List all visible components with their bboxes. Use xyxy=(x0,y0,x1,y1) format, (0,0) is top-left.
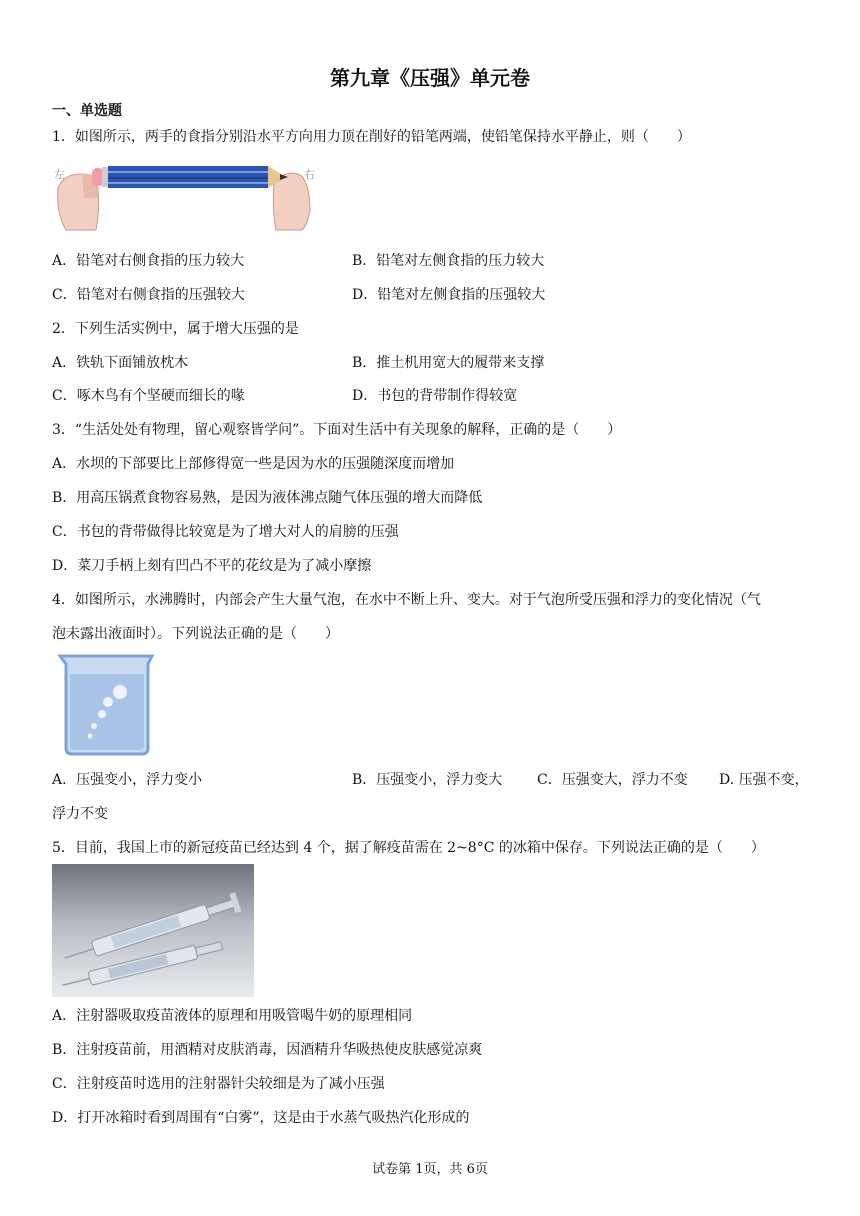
q2-option-c: C．啄木鸟有个坚硬而细长的喙 xyxy=(52,388,245,404)
q5-option-d: D．打开冰箱时看到周围有“白雾”，这是由于水蒸气吸热汽化形成的 xyxy=(52,1110,470,1126)
q3-option-d: D．菜刀手柄上刻有凹凸不平的花纹是为了减小摩擦 xyxy=(52,558,372,574)
figure-label-right: 右 xyxy=(304,168,315,181)
question-5-stem: 5．目前，我国上市的新冠疫苗已经达到 4 个，据了解疫苗需在 2~8°C 的冰箱中保存。下列说法正确的是（ ） xyxy=(52,840,765,856)
q4-option-c: C．压强变大，浮力不变 xyxy=(537,772,688,788)
q1-option-b: B．铅笔对左侧食指的压力较大 xyxy=(352,253,545,269)
q1-option-c: C．铅笔对右侧食指的压强较大 xyxy=(52,287,245,303)
q3-option-a: A．水坝的下部要比上部修得宽一些是因为水的压强随深度而增加 xyxy=(52,456,455,472)
q2-option-d: D．书包的背带制作得较宽 xyxy=(352,388,518,404)
question-4-stem-line2: 泡未露出液面时）。下列说法正确的是（ ） xyxy=(52,626,339,642)
q1-option-a: A．铅笔对右侧食指的压力较大 xyxy=(52,253,245,269)
q4-option-a: A．压强变小，浮力变小 xyxy=(52,772,203,788)
q2-option-b: B．推土机用宽大的履带来支撑 xyxy=(352,355,545,371)
question-1-stem: 1．如图所示，两手的食指分别沿水平方向用力顶在削好的铅笔两端，使铅笔保持水平静止，则（ ） xyxy=(52,129,691,145)
section-heading: 一、单选题 xyxy=(52,103,122,119)
question-2-stem: 2．下列生活实例中，属于增大压强的是 xyxy=(52,321,299,337)
question-3-stem: 3．“生活处处有物理，留心观察皆学问”。下面对生活中有关现象的解释，正确的是（ ） xyxy=(52,422,622,438)
beaker-figure xyxy=(56,652,156,758)
q1-option-d: D．铅笔对左侧食指的压强较大 xyxy=(352,287,546,303)
q2-option-a: A．铁轨下面铺放枕木 xyxy=(52,355,189,371)
page-title: 第九章《压强》单元卷 xyxy=(330,66,530,90)
page-footer: 试卷第 1页，共 6页 xyxy=(372,1162,488,1177)
q3-option-b: B．用高压锅煮食物容易熟，是因为液体沸点随气体压强的增大而降低 xyxy=(52,490,483,506)
q5-option-a: A．注射器吸取疫苗液体的原理和用吸管喝牛奶的原理相同 xyxy=(52,1008,413,1024)
q4-option-d-continued: 浮力不变 xyxy=(52,806,108,822)
syringe-photo xyxy=(52,864,254,997)
q5-option-b: B．注射疫苗前，用酒精对皮肤消毒，因酒精升华吸热使皮肤感觉凉爽 xyxy=(52,1042,483,1058)
q5-option-c: C．注射疫苗时选用的注射器针尖较细是为了减小压强 xyxy=(52,1076,385,1092)
figure-label-left: 左 xyxy=(54,168,65,181)
q4-option-b: B．压强变小，浮力变大 xyxy=(352,772,503,788)
q4-option-d: D. 压强不变， xyxy=(719,772,809,788)
q3-option-c: C．书包的背带做得比较宽是为了增大对人的肩膀的压强 xyxy=(52,524,399,540)
question-4-stem-line1: 4．如图所示，水沸腾时，内部会产生大量气泡，在水中不断上升、变大。对于气泡所受压强和浮力的变化情况（气 xyxy=(52,592,761,608)
pencil-figure xyxy=(52,158,322,236)
